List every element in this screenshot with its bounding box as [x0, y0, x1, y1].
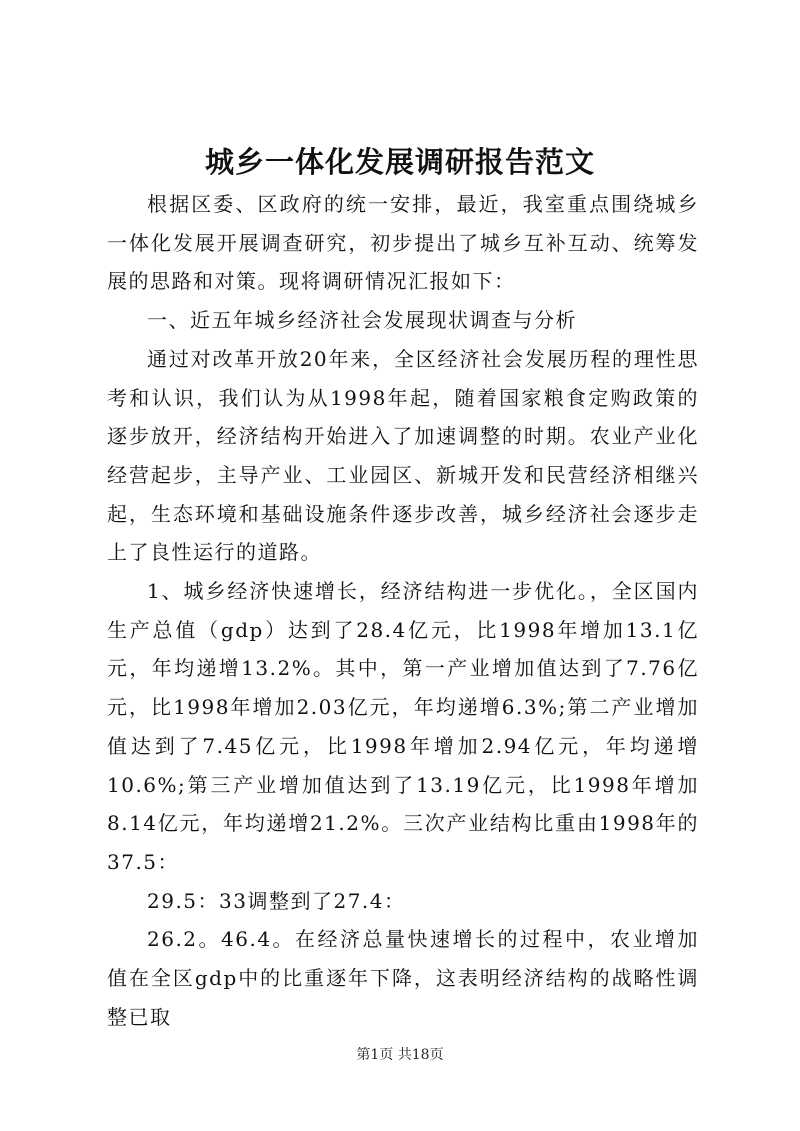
- paragraph-intro: 根据区委、区政府的统一安排，最近，我室重点围绕城乡一体化发展开展调查研究，初步提出了城乡互补互动、统筹发展的思路和对策。现将调研情况汇报如下：: [107, 192, 699, 294]
- document-title: 城乡一体化发展调研报告范文: [204, 145, 595, 179]
- paragraph-continuation: 26.2。46.4。在经济总量快速增长的过程中，农业增加值在全区gdp中的比重逐年下降，这表明经济结构的战略性调整已取: [107, 927, 699, 1029]
- paragraph-background: 通过对改革开放20年来，全区经济社会发展历程的理性思考和认识，我们认为从1998年起，随着国家粮食定购政策的逐步放开，经济结构开始进入了加速调整的时期。农业产业化经营起步，主导产业、工业园区、新城开发和民营经济相继兴起，生态环境和基础设施条件逐步改善，城乡经济社会逐步走上了良性运行的道路。: [107, 346, 699, 565]
- document-body: [107, 185, 699, 1036]
- paragraph-economic-growth: 1、城乡经济快速增长，经济结构进一步优化。，全区国内生产总值（gdp）达到了28.4亿元，比1998年增加13.1亿元，年均递增13.2%。其中，第一产业增加值达到了7.76亿元，比1998年增加2.03亿元，年均递增6.3%;第二产业增加值达到了7.45亿元，比1998年增加2.94亿元，年均递增10.6%;第三产业增加值达到了13.19亿元，比1998年增加8.14亿元，年均递增21.2%。三次产业结构比重由1998年的37.5：: [107, 579, 699, 874]
- page-number-footer: 第1页 共18页: [356, 1047, 444, 1063]
- section-heading: 一、近五年城乡经济社会发展现状调查与分析: [147, 308, 577, 333]
- paragraph-structure-ratio: 29.5：33调整到了27.4：: [147, 888, 406, 913]
